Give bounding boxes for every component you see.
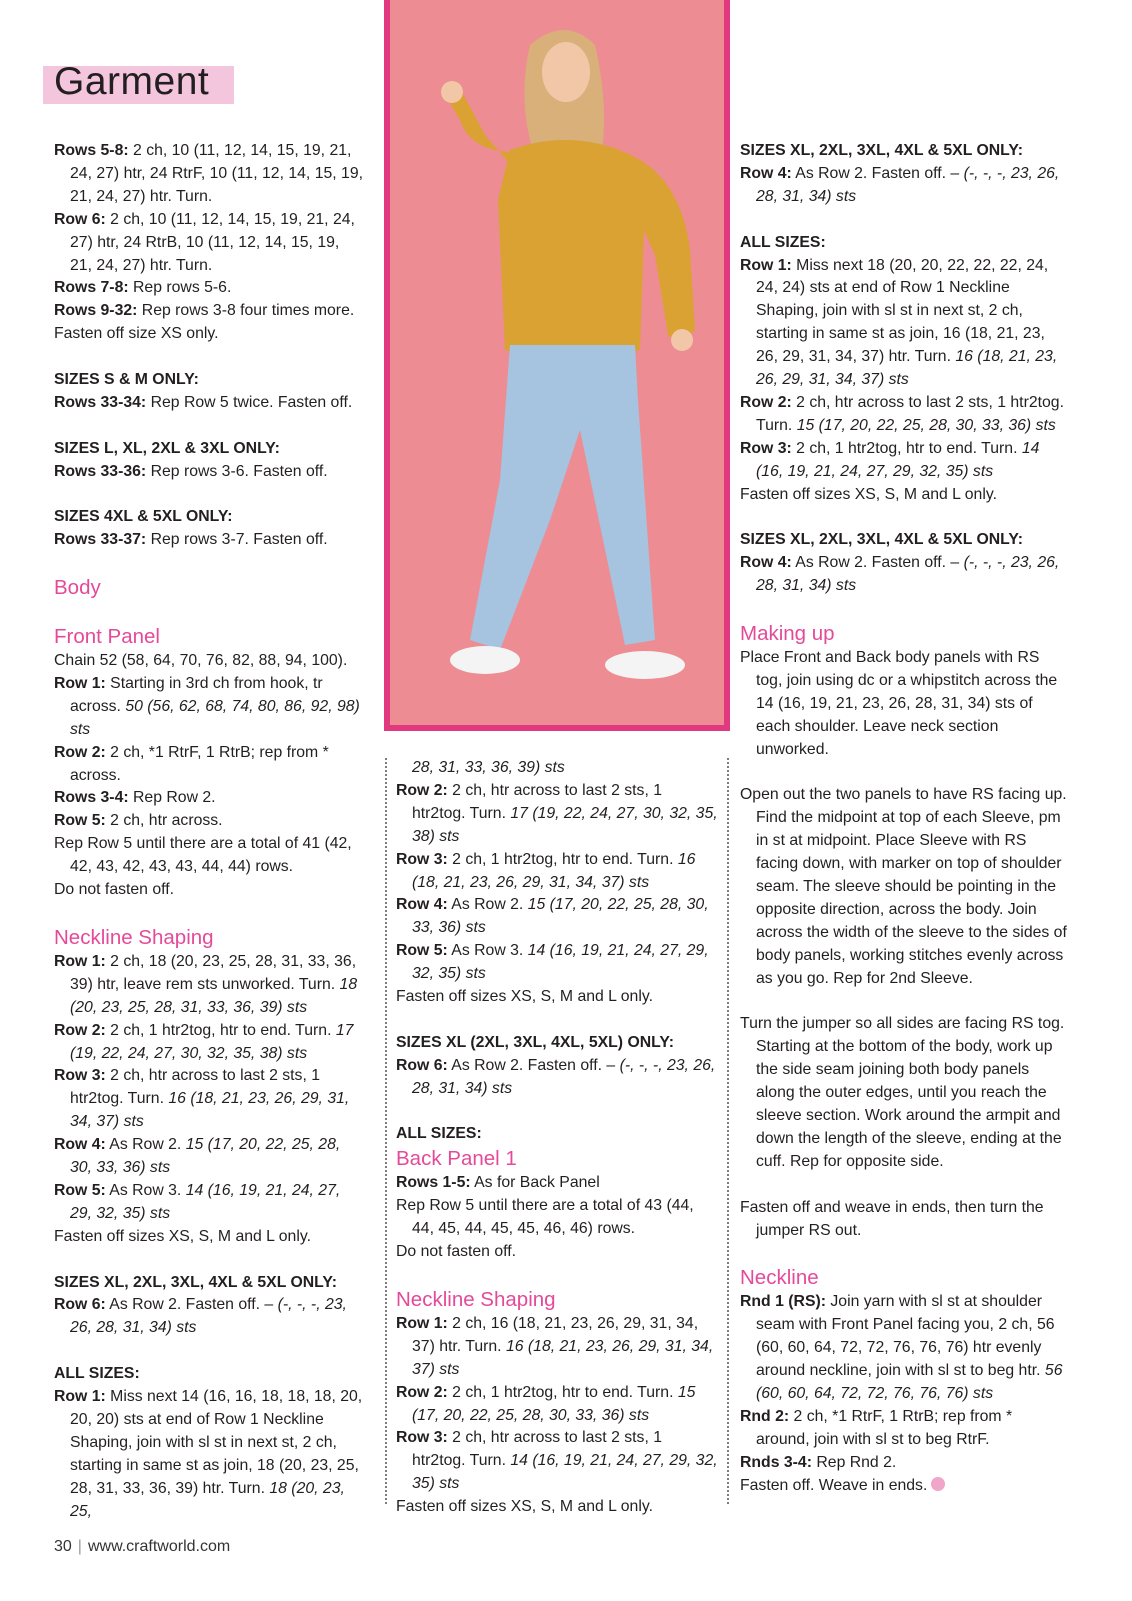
- yarn-ball-icon: [931, 1477, 945, 1491]
- instruction-text: Fasten off and weave in ends, then turn the jumper RS out.: [740, 1198, 1044, 1239]
- row-label: Row 5:: [54, 812, 106, 830]
- pattern-instruction: [54, 1065, 364, 1134]
- paragraph-spacer: [740, 991, 1070, 1014]
- footer-separator: |: [77, 1538, 82, 1555]
- row-label: Row 1:: [740, 256, 792, 274]
- row-label: Row 2:: [396, 1383, 448, 1401]
- stitch-count: 17 (19, 22, 24, 27, 30, 32, 35, 38) sts: [412, 804, 718, 845]
- row-label: Row 1:: [54, 1388, 106, 1406]
- instruction-text: Fasten off sizes XS, S, M and L only.: [396, 988, 653, 1006]
- pattern-instruction: [54, 787, 364, 810]
- row-label: Row 1:: [396, 1314, 448, 1332]
- pattern-instruction: [740, 784, 1070, 990]
- stitch-count: 18 (20, 23, 25, 28, 31, 33, 36, 39) sts: [70, 975, 358, 1016]
- pattern-instruction: [54, 461, 364, 484]
- column-divider: [727, 758, 729, 1504]
- pattern-instruction: [740, 163, 1070, 209]
- pattern-instruction: [54, 140, 364, 209]
- instruction-text: 2 ch, htr across to last 2 sts, 1 htr2tog. Turn.: [412, 1429, 663, 1470]
- paragraph-spacer: [54, 1340, 364, 1363]
- row-label: Rows 9-32:: [54, 302, 138, 320]
- size-heading: SIZES L, XL, 2XL & 3XL ONLY:: [54, 439, 280, 457]
- instruction-text: 2 ch, htr across.: [105, 812, 223, 830]
- row-label: Rows 33-34:: [54, 393, 147, 411]
- pattern-instruction: [54, 673, 364, 742]
- pattern-instruction: [396, 1241, 718, 1264]
- pattern-instruction: [740, 255, 1070, 392]
- row-label: Row 1:: [54, 952, 106, 970]
- instruction-text: 2 ch, 16 (18, 21, 23, 26, 29, 31, 34, 37) htr. Turn.: [412, 1314, 699, 1355]
- instruction-text: As Row 2. Fasten off. –: [791, 164, 964, 182]
- page-footer: [54, 1538, 230, 1556]
- instruction-text: Join yarn with sl st at shoulder seam with Front Panel facing you, 2 ch, 56 (60, 60, 64, 72, 72, 76, 76, 76) htr evenly around neckline, join with sl st to beg htr.: [756, 1293, 1055, 1380]
- row-label: Row 3:: [396, 850, 448, 868]
- size-heading: SIZES XL, 2XL, 3XL, 4XL & 5XL ONLY:: [740, 531, 1023, 549]
- size-heading: SIZES S & M ONLY:: [54, 371, 199, 389]
- paragraph-spacer: [396, 1264, 718, 1287]
- instruction-text: Rep rows 3-8 four times more.: [137, 302, 355, 320]
- section-heading: Neckline Shaping: [396, 1287, 556, 1311]
- instruction-text: 2 ch, *1 RtrF, 1 RtrB; rep from * across.: [70, 743, 329, 784]
- pattern-instruction: [396, 1313, 718, 1382]
- instruction-text: 2 ch, htr across to last 2 sts, 1 htr2tog. Turn.: [756, 393, 1064, 434]
- instruction-text: As Row 2. Fasten off. –: [105, 1296, 278, 1314]
- instruction-text: 2 ch, 10 (11, 12, 14, 15, 19, 21, 24, 27) htr, 24 RtrF, 10 (11, 12, 14, 15, 19, 21, 24, 27) htr. Turn.: [70, 142, 364, 205]
- stitch-count: (-, -, -, 23, 26, 28, 31, 34) sts: [412, 1056, 716, 1097]
- footer-url: www.craftworld.com: [87, 1538, 231, 1555]
- row-label: Row 6:: [54, 210, 106, 228]
- stitch-count: 16 (18, 21, 23, 26, 29, 31, 34, 37) sts: [70, 1090, 350, 1131]
- instruction-text: As for Back Panel: [470, 1174, 600, 1192]
- paragraph-spacer: [54, 1249, 364, 1272]
- pattern-instruction: [396, 757, 718, 780]
- row-label: Row 5:: [396, 942, 448, 960]
- pattern-instruction: [740, 392, 1070, 438]
- stitch-count: 50 (56, 62, 68, 74, 80, 86, 92, 98) sts: [70, 697, 360, 738]
- row-label: Rnds 3-4:: [740, 1453, 812, 1471]
- size-heading: SIZES XL, 2XL, 3XL, 4XL & 5XL ONLY:: [740, 142, 1023, 159]
- instruction-text: 2 ch, htr across to last 2 sts, 1 htr2tog. Turn.: [70, 1067, 321, 1108]
- instruction-text: As Row 2.: [105, 1136, 186, 1154]
- row-label: Rnd 1 (RS):: [740, 1293, 826, 1311]
- pattern-instruction: [396, 1496, 718, 1519]
- instruction-text: As Row 2.: [447, 896, 528, 914]
- stitch-count: 14 (16, 19, 21, 24, 27, 29, 32, 35) sts: [70, 1181, 341, 1222]
- pattern-instruction: [54, 323, 364, 346]
- instruction-text: 2 ch, 1 htr2tog, htr to end. Turn.: [791, 439, 1022, 457]
- pattern-instruction: [740, 1475, 1070, 1498]
- row-label: Row 3:: [396, 1429, 448, 1447]
- pattern-instruction: [740, 647, 1070, 762]
- size-heading: ALL SIZES:: [396, 1125, 482, 1143]
- row-label: Row 4:: [396, 896, 448, 914]
- stitch-count: 14 (16, 19, 21, 24, 27, 29, 32, 35) sts: [412, 942, 709, 983]
- row-label: Row 2:: [54, 743, 106, 761]
- model-photo: [390, 0, 724, 725]
- pattern-instruction: [54, 300, 364, 323]
- row-label: Rows 3-4:: [54, 789, 129, 807]
- row-label: Rows 1-5:: [396, 1174, 471, 1192]
- section-heading: Front Panel: [54, 625, 160, 649]
- paragraph-spacer: [740, 209, 1070, 232]
- row-label: Rows 5-8:: [54, 142, 129, 159]
- paragraph-spacer: [54, 484, 364, 507]
- pattern-instruction: [54, 1294, 364, 1340]
- pattern-instruction: [740, 484, 1070, 507]
- pattern-instruction: [54, 833, 364, 879]
- paragraph-spacer: [396, 1009, 718, 1032]
- row-label: Row 3:: [54, 1067, 106, 1085]
- section-heading: Making up: [740, 621, 835, 645]
- instruction-text: Chain 52 (58, 64, 70, 76, 82, 88, 94, 100).: [54, 652, 348, 670]
- instruction-text: As Row 3.: [447, 942, 528, 960]
- row-label: Row 2:: [396, 781, 448, 799]
- stitch-count: 16 (18, 21, 23, 26, 29, 31, 34, 37) sts: [412, 1337, 714, 1378]
- section-heading: Neckline Shaping: [54, 925, 214, 949]
- stitch-count: 15 (17, 20, 22, 25, 28, 30, 33, 36) sts: [412, 1383, 696, 1424]
- pattern-instruction: [396, 1382, 718, 1428]
- pattern-column-1: [54, 140, 364, 1524]
- row-label: Rows 7-8:: [54, 279, 129, 297]
- instruction-text: Rep Row 5 until there are a total of 43 (44, 44, 45, 44, 45, 45, 46, 46) rows.: [396, 1197, 694, 1238]
- instruction-text: Fasten off size XS only.: [54, 325, 219, 343]
- section-title: Garment: [54, 60, 210, 103]
- pattern-instruction: [54, 650, 364, 673]
- row-label: Row 6:: [396, 1056, 448, 1074]
- pattern-instruction: [54, 1180, 364, 1226]
- paragraph-spacer: [54, 552, 364, 575]
- size-heading: SIZES XL (2XL, 3XL, 4XL, 5XL) ONLY:: [396, 1033, 674, 1051]
- section-heading: Body: [54, 576, 101, 600]
- paragraph-spacer: [740, 1243, 1070, 1266]
- instruction-text: Do not fasten off.: [396, 1243, 517, 1261]
- instruction-text: Miss next 18 (20, 20, 22, 22, 22, 24, 24, 24) sts at end of Row 1 Neckline Shaping, join with sl st in next st, 2 ch, starting in same st as join, 16 (18, 21, 23, 26, 29, 31, 34, 37) htr. Turn.: [756, 256, 1049, 366]
- instruction-text: Rep Row 5 twice. Fasten off.: [146, 393, 353, 411]
- stitch-count: 18 (20, 23, 25,: [70, 1479, 345, 1520]
- instruction-text: 2 ch, 10 (11, 12, 14, 15, 19, 21, 24, 27) htr, 24 RtrB, 10 (11, 12, 14, 15, 19, 21, 24, 27) htr. Turn.: [70, 210, 355, 274]
- stitch-count: (-, -, -, 23, 26, 28, 31, 34) sts: [756, 554, 1060, 595]
- instruction-text: Fasten off sizes XS, S, M and L only.: [54, 1227, 311, 1245]
- instruction-text: Miss next 14 (16, 16, 18, 18, 18, 20, 20, 20) sts at end of Row 1 Neckline Shaping, join with sl st in next st, 2 ch, starting in same st as join, 18 (20, 23, 25, 28, 31, 33, 36, 39) htr. Turn.: [70, 1388, 363, 1497]
- instruction-text: Place Front and Back body panels with RS tog, join using dc or a whipstitch across the 14 (16, 19, 21, 23, 26, 28, 31, 34) sts of each shoulder. Leave neck section unworked.: [740, 648, 1058, 758]
- size-heading: ALL SIZES:: [740, 233, 826, 251]
- instruction-text: 2 ch, 1 htr2tog, htr to end. Turn.: [105, 1021, 336, 1039]
- row-label: Row 6:: [54, 1296, 106, 1314]
- instruction-text: Rep Rnd 2.: [811, 1453, 897, 1471]
- pattern-instruction: [54, 1386, 364, 1523]
- instruction-text: Rep rows 5-6.: [128, 279, 232, 297]
- instruction-text: Rep rows 3-6. Fasten off.: [146, 462, 328, 480]
- stitch-count: 14 (16, 19, 21, 24, 27, 29, 32, 35) sts: [756, 439, 1040, 480]
- row-label: Rnd 2:: [740, 1407, 790, 1425]
- pattern-instruction: [740, 552, 1070, 598]
- row-label: Row 1:: [54, 674, 106, 692]
- instruction-text: As Row 3.: [105, 1181, 186, 1199]
- stitch-count: 16 (18, 21, 23, 26, 29, 31, 34, 37) sts: [756, 348, 1058, 389]
- paragraph-spacer: [740, 1174, 1070, 1197]
- instruction-text: As Row 2. Fasten off. –: [447, 1056, 620, 1074]
- instruction-text: 2 ch, *1 RtrF, 1 RtrB; rep from * around, join with sl st to beg RtrF.: [756, 1407, 1013, 1448]
- section-heading: Neckline: [740, 1266, 819, 1290]
- instruction-text: Starting in 3rd ch from hook, tr across.: [70, 674, 323, 715]
- pattern-instruction: [396, 1055, 718, 1101]
- pattern-instruction: [396, 1195, 718, 1241]
- section-heading: Back Panel 1: [396, 1147, 517, 1171]
- row-label: Row 5:: [54, 1181, 106, 1199]
- instruction-text: 2 ch, 1 htr2tog, htr to end. Turn.: [447, 850, 678, 868]
- row-label: Row 3:: [740, 439, 792, 457]
- pattern-column-2: [396, 757, 718, 1519]
- pattern-instruction: [54, 392, 364, 415]
- instruction-text: Rep Row 5 until there are a total of 41 (42, 42, 43, 42, 43, 43, 44, 44) rows.: [54, 835, 352, 876]
- stitch-count: 28, 31, 33, 36, 39) sts: [412, 759, 565, 776]
- row-label: Row 2:: [740, 393, 792, 411]
- paragraph-spacer: [740, 598, 1070, 621]
- stitch-count: 17 (19, 22, 24, 27, 30, 32, 35, 38) sts: [70, 1021, 354, 1062]
- instruction-text: Rep Row 2.: [128, 789, 216, 807]
- paragraph-spacer: [54, 346, 364, 369]
- pattern-instruction: [54, 810, 364, 833]
- stitch-count: 16 (18, 21, 23, 26, 29, 31, 34, 37) sts: [412, 850, 696, 891]
- pattern-instruction: [54, 209, 364, 278]
- instruction-text: 2 ch, 18 (20, 23, 25, 28, 31, 33, 36, 39) htr, leave rem sts unworked. Turn.: [70, 952, 357, 993]
- pattern-instruction: [740, 1406, 1070, 1452]
- paragraph-spacer: [740, 506, 1070, 529]
- instruction-text: Open out the two panels to have RS facing up. Find the midpoint at top of each Sleeve, pm in st at midpoint. Place Sleeve with RS facing down, with marker on top of shoulder seam. The sleeve should be pointing in the opposite direction, across the body. Join across the width of the sleeve to the sides of body panels, working stitches evenly across as you go. Rep for 2nd Sleeve.: [740, 786, 1067, 987]
- size-heading: SIZES 4XL & 5XL ONLY:: [54, 508, 233, 526]
- stitch-count: 14 (16, 19, 21, 24, 27, 29, 32, 35) sts: [412, 1452, 718, 1493]
- instruction-text: As Row 2. Fasten off. –: [791, 554, 964, 572]
- pattern-instruction: [54, 1226, 364, 1249]
- instruction-text: 2 ch, 1 htr2tog, htr to end. Turn.: [447, 1383, 678, 1401]
- instruction-text: Rep rows 3-7. Fasten off.: [146, 531, 328, 549]
- stitch-count: 15 (17, 20, 22, 25, 28, 30, 33, 36) sts: [70, 1136, 341, 1177]
- paragraph-spacer: [54, 415, 364, 438]
- pattern-instruction: [54, 529, 364, 552]
- pattern-instruction: [740, 438, 1070, 484]
- row-label: Rows 33-36:: [54, 462, 147, 480]
- row-label: Row 4:: [740, 164, 792, 182]
- stitch-count: (-, -, -, 23, 26, 28, 31, 34) sts: [70, 1296, 347, 1337]
- stitch-count: 15 (17, 20, 22, 25, 28, 30, 33, 36) sts: [412, 896, 709, 937]
- pattern-instruction: [740, 1197, 1070, 1243]
- model-photo-frame: [384, 0, 730, 731]
- row-label: Row 2:: [54, 1021, 106, 1039]
- page-number: 30: [54, 1538, 72, 1555]
- pattern-column-3: [740, 140, 1070, 1498]
- pattern-instruction: [54, 1134, 364, 1180]
- pattern-instruction: [396, 940, 718, 986]
- instruction-text: Do not fasten off.: [54, 881, 175, 899]
- size-heading: ALL SIZES:: [54, 1365, 140, 1383]
- pattern-instruction: [396, 849, 718, 895]
- pattern-instruction: [396, 1172, 718, 1195]
- pattern-instruction: [740, 1291, 1070, 1406]
- row-label: Rows 33-37:: [54, 531, 147, 549]
- row-label: Row 4:: [54, 1136, 106, 1154]
- instruction-text: Fasten off. Weave in ends.: [740, 1476, 928, 1494]
- paragraph-spacer: [54, 601, 364, 624]
- paragraph-spacer: [396, 1101, 718, 1124]
- stitch-count: (-, -, -, 23, 26, 28, 31, 34) sts: [756, 164, 1060, 205]
- instruction-text: 2 ch, htr across to last 2 sts, 1 htr2tog. Turn.: [412, 781, 663, 822]
- pattern-instruction: [740, 1452, 1070, 1475]
- stitch-count: 56 (60, 60, 64, 72, 72, 76, 76, 76) sts: [756, 1362, 1063, 1403]
- pattern-instruction: [396, 986, 718, 1009]
- row-label: Row 4:: [740, 554, 792, 572]
- pattern-instruction: [396, 1427, 718, 1496]
- column-divider: [385, 758, 387, 1504]
- pattern-instruction: [54, 1020, 364, 1066]
- paragraph-spacer: [54, 902, 364, 925]
- size-heading: SIZES XL, 2XL, 3XL, 4XL & 5XL ONLY:: [54, 1273, 337, 1291]
- pattern-instruction: [54, 277, 364, 300]
- pattern-instruction: [740, 1013, 1070, 1173]
- instruction-text: Fasten off sizes XS, S, M and L only.: [396, 1498, 653, 1516]
- stitch-count: 15 (17, 20, 22, 25, 28, 30, 33, 36) sts: [796, 416, 1056, 434]
- instruction-text: Fasten off sizes XS, S, M and L only.: [740, 485, 997, 503]
- paragraph-spacer: [740, 762, 1070, 785]
- pattern-instruction: [54, 742, 364, 788]
- model-photo-illustration: [390, 0, 724, 725]
- pattern-instruction: [54, 879, 364, 902]
- pattern-instruction: [396, 780, 718, 849]
- instruction-text: Turn the jumper so all sides are facing RS tog. Starting at the bottom of the body, work up the side seam joining both body panels along the outer edges, until you reach the sleeve section. Work around the armpit and down the length of the sleeve, ending at the cuff. Rep for opposite side.: [740, 1015, 1065, 1170]
- pattern-instruction: [396, 894, 718, 940]
- pattern-instruction: [54, 951, 364, 1020]
